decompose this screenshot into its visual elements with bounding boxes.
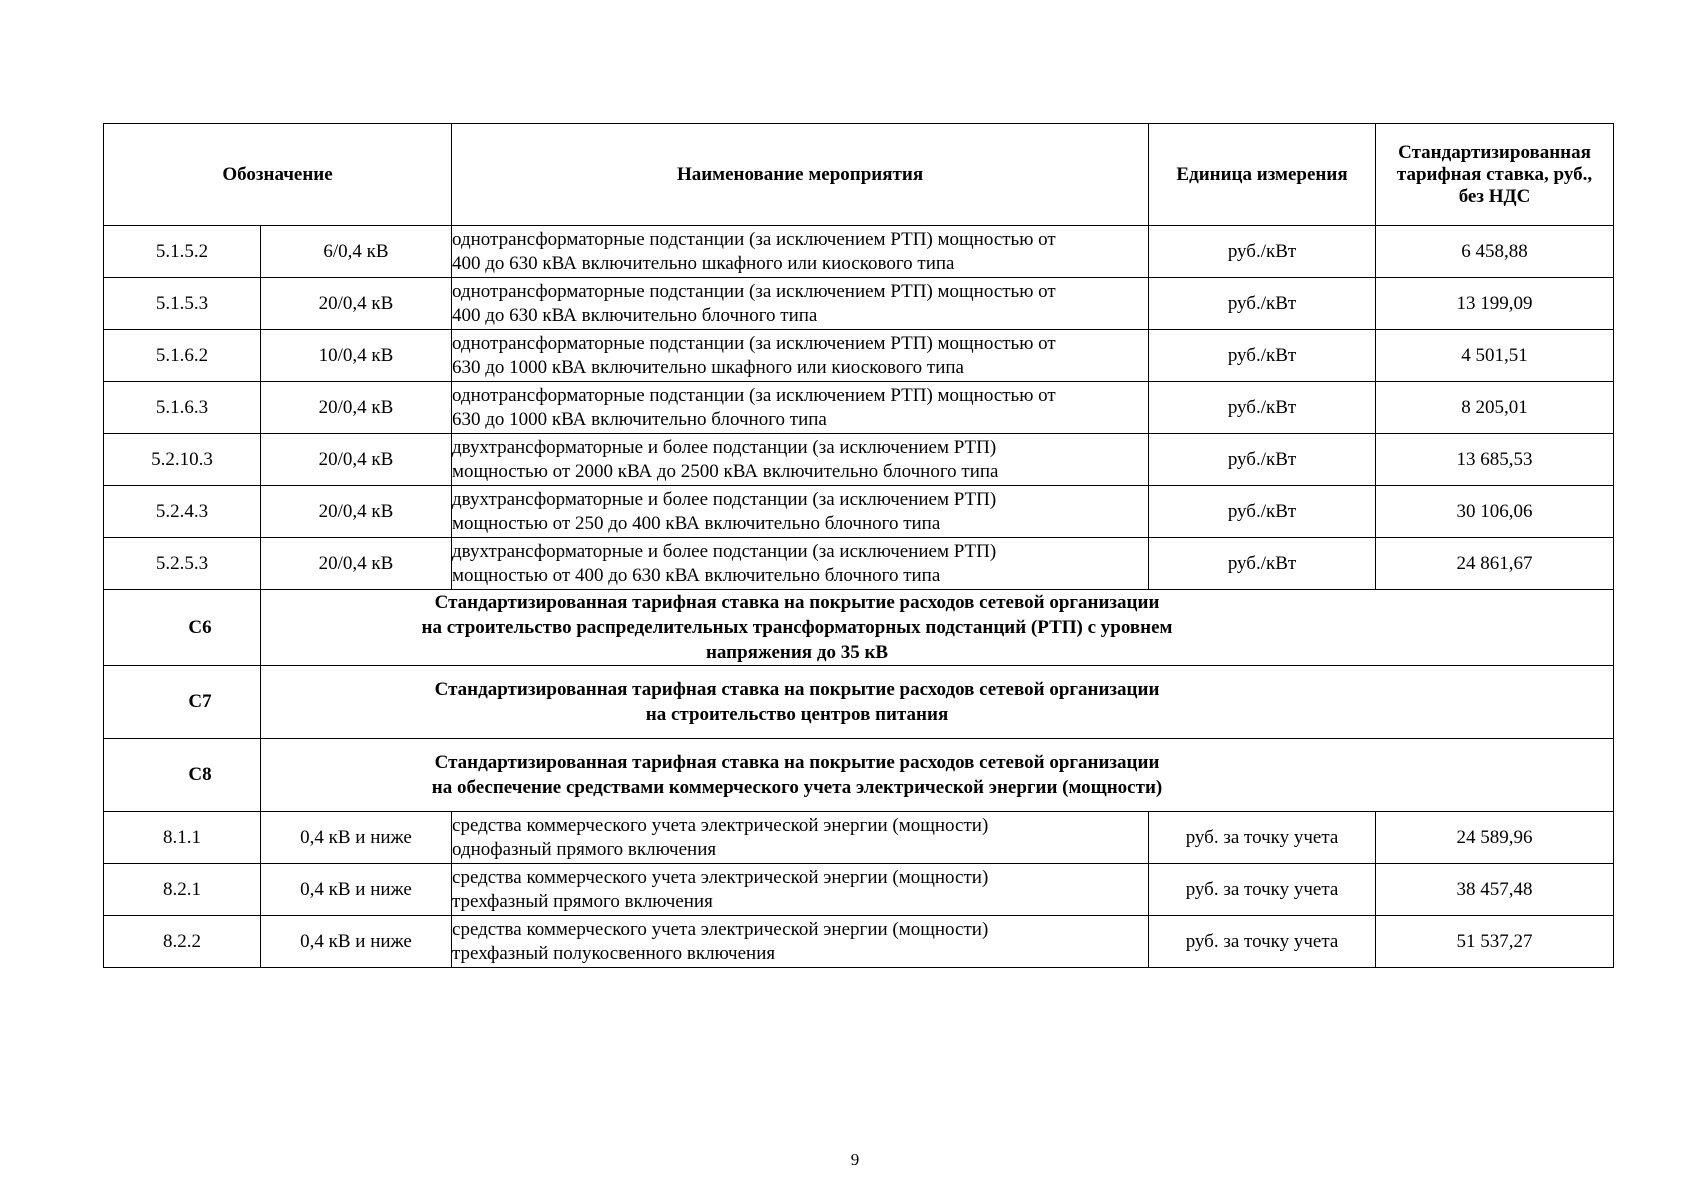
row-description-line: однотрансформаторные подстанции (за исключением РТП) мощностью от xyxy=(452,280,1056,302)
row-voltage: 20/0,4 кВ xyxy=(261,278,452,330)
row-description xyxy=(452,278,1149,330)
row-description xyxy=(452,538,1149,590)
row-rate: 30 106,06 xyxy=(1376,486,1614,538)
section-title xyxy=(261,590,1614,666)
row-description-line: 630 до 1000 кВА включительно шкафного или киоскового типа xyxy=(452,356,964,378)
row-code: 5.2.4.3 xyxy=(104,486,261,538)
row-unit: руб./кВт xyxy=(1149,434,1376,486)
row-unit: руб./кВт xyxy=(1149,486,1376,538)
row-voltage: 20/0,4 кВ xyxy=(261,382,452,434)
row-voltage: 10/0,4 кВ xyxy=(261,330,452,382)
section-row xyxy=(104,666,1614,739)
row-description-line: 630 до 1000 кВА включительно блочного типа xyxy=(452,408,827,430)
table-row xyxy=(104,864,1614,916)
section-title-line: Стандартизированная тарифная ставка на покрытие расходов сетевой организации xyxy=(434,752,1160,773)
table-header-row xyxy=(104,124,1614,226)
section-title-line: на строительство центров питания xyxy=(645,704,949,725)
row-description-line: однотрансформаторные подстанции (за исключением РТП) мощностью от xyxy=(452,228,1056,250)
row-description xyxy=(452,382,1149,434)
row-code: 5.1.5.3 xyxy=(104,278,261,330)
row-description xyxy=(452,864,1149,916)
tariff-table xyxy=(103,123,1614,968)
row-voltage: 20/0,4 кВ xyxy=(261,486,452,538)
table-row xyxy=(104,278,1614,330)
row-description xyxy=(452,812,1149,864)
table-row xyxy=(104,226,1614,278)
section-title-line: на строительство распределительных трансформаторных подстанций (РТП) с уровнем xyxy=(421,617,1173,638)
row-voltage: 0,4 кВ и ниже xyxy=(261,864,452,916)
row-description-line: двухтрансформаторные и более подстанции (за исключением РТП) xyxy=(452,436,997,458)
section-code: С7 xyxy=(104,666,261,739)
row-code: 8.1.1 xyxy=(104,812,261,864)
section-row xyxy=(104,739,1614,812)
row-code: 5.2.10.3 xyxy=(104,434,261,486)
section-code: С6 xyxy=(104,590,261,666)
row-description xyxy=(452,486,1149,538)
row-rate: 13 199,09 xyxy=(1376,278,1614,330)
row-rate: 38 457,48 xyxy=(1376,864,1614,916)
row-unit: руб. за точку учета xyxy=(1149,916,1376,968)
row-voltage: 20/0,4 кВ xyxy=(261,434,452,486)
row-description-line: трехфазный прямого включения xyxy=(452,890,713,912)
table-row xyxy=(104,330,1614,382)
row-voltage: 0,4 кВ и ниже xyxy=(261,916,452,968)
row-description-line: мощностью от 2000 кВА до 2500 кВА включительно блочного типа xyxy=(452,460,999,482)
row-voltage: 6/0,4 кВ xyxy=(261,226,452,278)
section-title-line: Стандартизированная тарифная ставка на покрытие расходов сетевой организации xyxy=(434,679,1160,700)
row-description xyxy=(452,330,1149,382)
section-title xyxy=(261,739,1614,812)
row-description-line: трехфазный полукосвенного включения xyxy=(452,942,776,964)
row-description-line: однотрансформаторные подстанции (за исключением РТП) мощностью от xyxy=(452,384,1056,406)
row-unit: руб. за точку учета xyxy=(1149,864,1376,916)
row-rate: 13 685,53 xyxy=(1376,434,1614,486)
row-description xyxy=(452,916,1149,968)
row-voltage: 20/0,4 кВ xyxy=(261,538,452,590)
row-code: 5.1.5.2 xyxy=(104,226,261,278)
row-unit: руб./кВт xyxy=(1149,382,1376,434)
tariff-table-body xyxy=(104,124,1614,968)
section-code: С8 xyxy=(104,739,261,812)
row-unit: руб./кВт xyxy=(1149,330,1376,382)
section-title-line: Стандартизированная тарифная ставка на покрытие расходов сетевой организации xyxy=(434,592,1160,613)
row-description-line: мощностью от 400 до 630 кВА включительно блочного типа xyxy=(452,564,941,586)
row-description-line: мощностью от 250 до 400 кВА включительно блочного типа xyxy=(452,512,941,534)
table-row xyxy=(104,812,1614,864)
row-rate: 51 537,27 xyxy=(1376,916,1614,968)
row-rate: 8 205,01 xyxy=(1376,382,1614,434)
row-code: 5.1.6.2 xyxy=(104,330,261,382)
row-unit: руб./кВт xyxy=(1149,226,1376,278)
row-unit: руб. за точку учета xyxy=(1149,812,1376,864)
section-title-line: на обеспечение средствами коммерческого учета электрической энергии (мощности) xyxy=(431,777,1163,798)
row-code: 8.2.1 xyxy=(104,864,261,916)
row-unit: руб./кВт xyxy=(1149,278,1376,330)
page-number: 9 xyxy=(850,1150,860,1169)
row-rate: 24 861,67 xyxy=(1376,538,1614,590)
row-unit: руб./кВт xyxy=(1149,538,1376,590)
row-description-line: 400 до 630 кВА включительно блочного типа xyxy=(452,304,818,326)
row-description-line: средства коммерческого учета электрической энергии (мощности) xyxy=(452,866,989,888)
table-row xyxy=(104,486,1614,538)
row-rate: 4 501,51 xyxy=(1376,330,1614,382)
section-row xyxy=(104,590,1614,666)
row-code: 8.2.2 xyxy=(104,916,261,968)
row-description-line: средства коммерческого учета электрической энергии (мощности) xyxy=(452,814,989,836)
row-voltage: 0,4 кВ и ниже xyxy=(261,812,452,864)
row-code: 5.1.6.3 xyxy=(104,382,261,434)
header-designation: Обозначение xyxy=(104,124,452,226)
row-description-line: 400 до 630 кВА включительно шкафного или киоскового типа xyxy=(452,252,955,274)
table-row xyxy=(104,434,1614,486)
row-description-line: однотрансформаторные подстанции (за исключением РТП) мощностью от xyxy=(452,332,1056,354)
table-row xyxy=(104,382,1614,434)
row-rate: 6 458,88 xyxy=(1376,226,1614,278)
row-code: 5.2.5.3 xyxy=(104,538,261,590)
row-description-line: двухтрансформаторные и более подстанции (за исключением РТП) xyxy=(452,488,997,510)
row-description-line: средства коммерческого учета электрической энергии (мощности) xyxy=(452,918,989,940)
section-title xyxy=(261,666,1614,739)
header-activity-name: Наименование мероприятия xyxy=(452,124,1149,226)
row-description-line: однофазный прямого включения xyxy=(452,838,717,860)
header-rate: Стандартизированная тарифная ставка, руб., без НДС xyxy=(1376,124,1614,226)
section-title-line: напряжения до 35 кВ xyxy=(705,642,889,663)
row-rate: 24 589,96 xyxy=(1376,812,1614,864)
row-description xyxy=(452,434,1149,486)
header-unit: Единица измерения xyxy=(1149,124,1376,226)
table-row xyxy=(104,538,1614,590)
table-row xyxy=(104,916,1614,968)
row-description xyxy=(452,226,1149,278)
row-description-line: двухтрансформаторные и более подстанции (за исключением РТП) xyxy=(452,540,997,562)
